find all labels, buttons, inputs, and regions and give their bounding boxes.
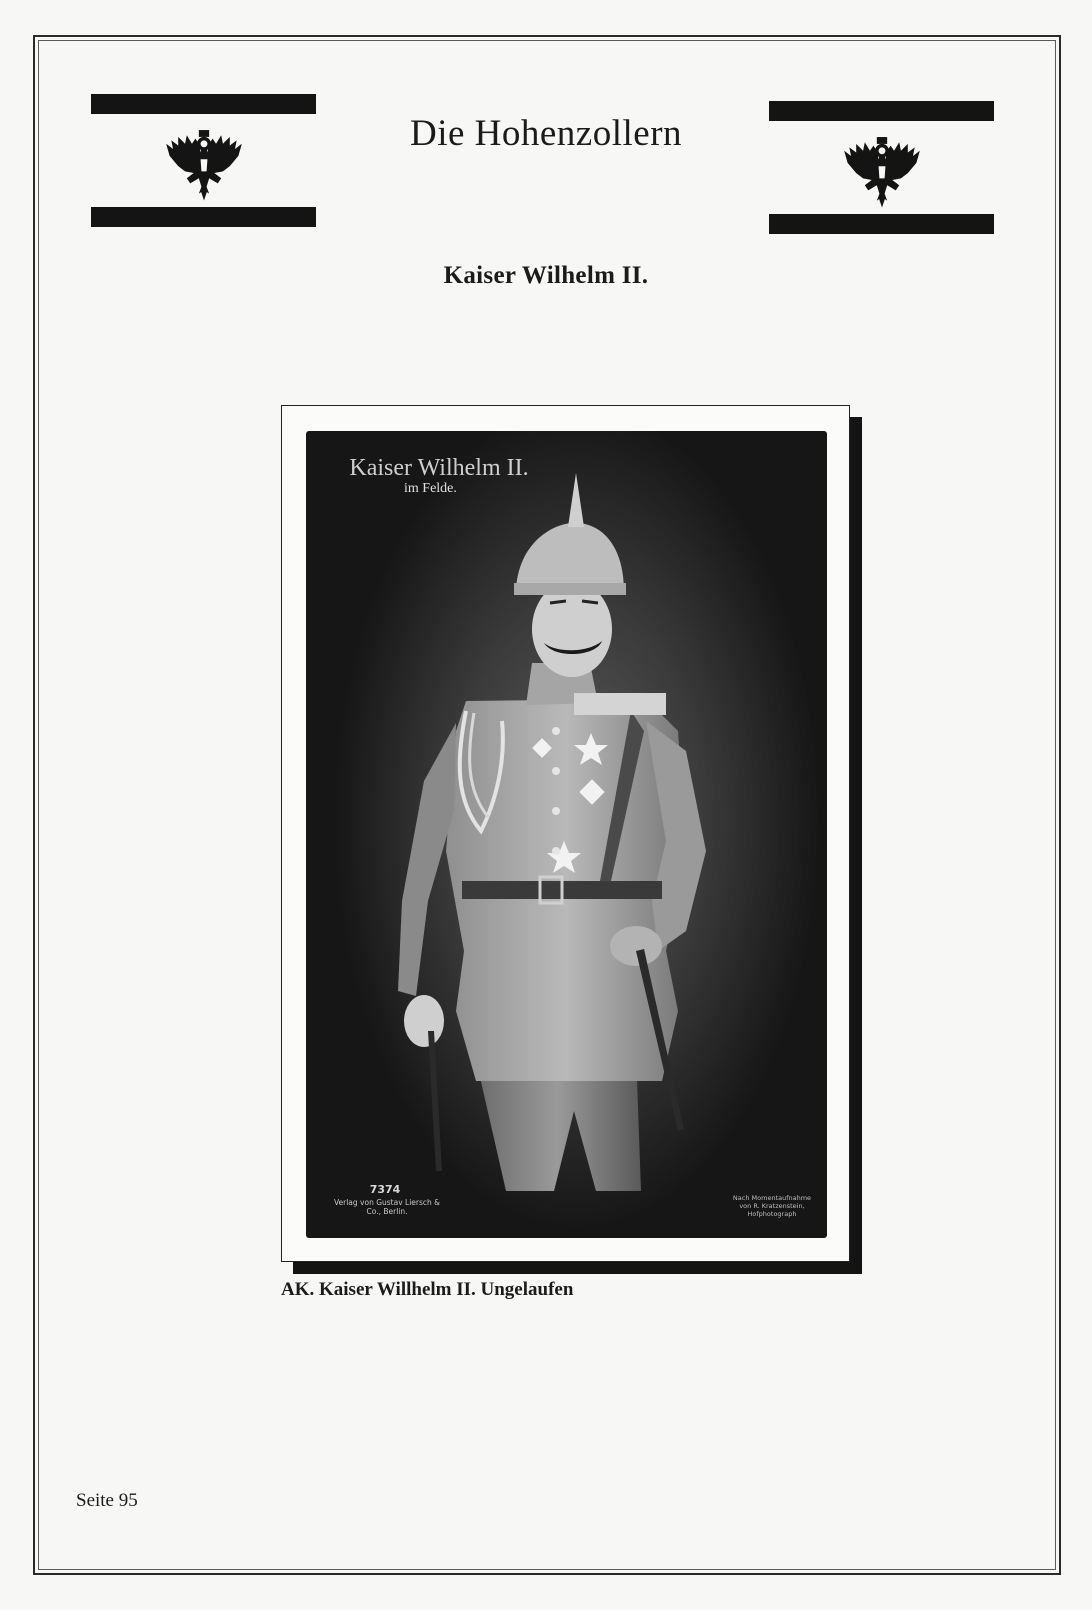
flag-stripe: [91, 94, 316, 114]
postcard-photo: [306, 431, 827, 1238]
postcard-mount: [281, 405, 850, 1262]
postcard-caption: AK. Kaiser Willhelm II. Ungelaufen: [281, 1279, 574, 1300]
page-subtitle: Kaiser Wilhelm II.: [443, 262, 649, 289]
postcard-subtitle: im Felde.: [404, 481, 457, 496]
flag-stripe: [91, 207, 316, 227]
postcard-title: Kaiser Wilhelm II.: [349, 455, 529, 481]
flag-stripe: [769, 214, 994, 234]
page-number: Seite 95: [76, 1490, 138, 1511]
postcard-photographer: Nach Momentaufnahme von R. Kratzenstein, Hofphotograph: [732, 1194, 812, 1218]
page-title: Die Hohenzollern: [409, 113, 683, 154]
postcard-publisher: Verlag von Gustav Liersch & Co., Berlin.: [333, 1198, 441, 1216]
postcard-number: 7374: [369, 1183, 401, 1196]
kaiser-portrait-illustration: [306, 431, 827, 1238]
